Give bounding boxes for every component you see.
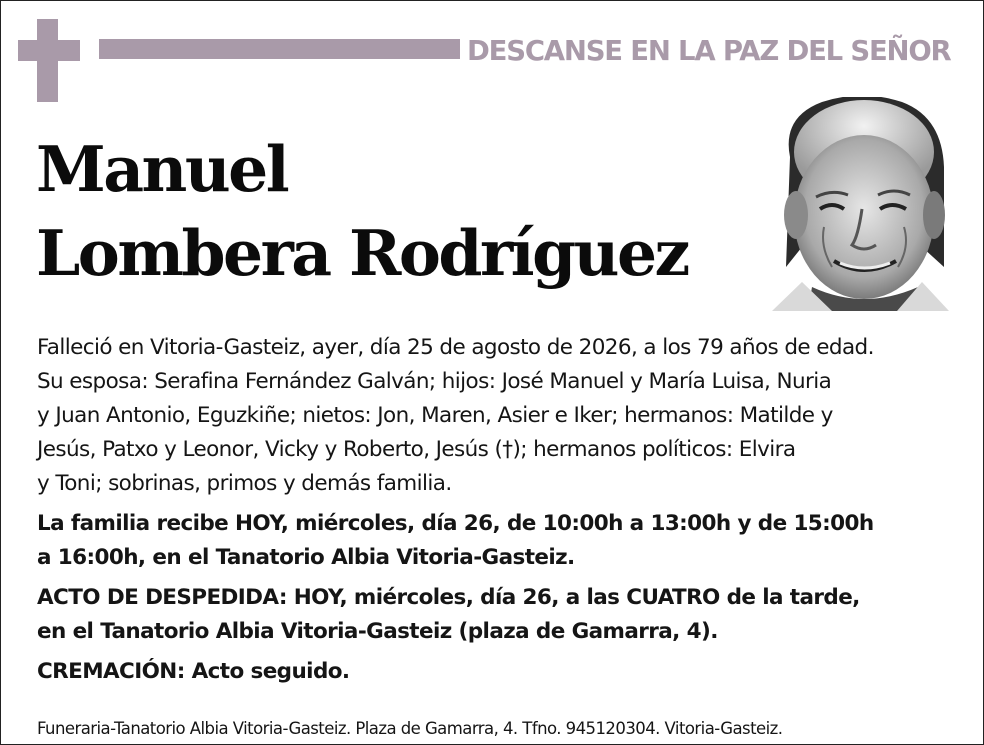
family-line: Su esposa: Serafina Fernández Galván; hijos: José Manuel y María Luisa, Nuria	[37, 369, 832, 394]
family-line: Jesús, Patxo y Leonor, Vicky y Roberto, Jesús (†); hermanos políticos: Elvira	[37, 437, 796, 462]
deceased-name	[36, 127, 736, 295]
death-notice	[37, 331, 957, 365]
header-rule	[99, 39, 460, 59]
portrait-image	[772, 97, 949, 311]
farewell-info	[37, 581, 957, 649]
death-line: Falleció en Vitoria-Gasteiz, ayer, día 25 de agosto de 2026, a los 79 años de edad.	[37, 335, 874, 360]
funeral-home-footer: Funeraria-Tanatorio Albia Vitoria-Gasteiz. Plaza de Gamarra, 4. Tfno. 945120304. Vitoria-Gasteiz.	[37, 719, 783, 738]
visitation-line: a 16:00h, en el Tanatorio Albia Vitoria-Gasteiz.	[37, 545, 575, 570]
announcement-body	[37, 331, 957, 689]
cremation-line: CREMACIÓN: Acto seguido.	[37, 659, 350, 684]
cremation-info	[37, 655, 957, 689]
first-name: Manuel	[36, 132, 288, 206]
farewell-line: ACTO DE DESPEDIDA: HOY, miércoles, día 26, a las CUATRO de la tarde,	[37, 585, 860, 610]
visitation-line: La familia recibe HOY, miércoles, día 26, de 10:00h a 13:00h y de 15:00h	[37, 511, 874, 536]
farewell-line: en el Tanatorio Albia Vitoria-Gasteiz (plaza de Gamarra, 4).	[37, 619, 718, 644]
header-title: DESCANSE EN LA PAZ DEL SEÑOR	[467, 35, 951, 67]
family-line: y Juan Antonio, Eguzkiñe; nietos: Jon, Maren, Asier e Iker; hermanos: Matilde y	[37, 403, 833, 428]
deceased-portrait	[772, 97, 949, 311]
family-line: y Toni; sobrinas, primos y demás familia.	[37, 471, 452, 496]
visitation-info	[37, 507, 957, 575]
surnames: Lombera Rodríguez	[36, 216, 688, 290]
latin-cross-icon-arm	[18, 40, 80, 61]
family-list	[37, 365, 957, 501]
